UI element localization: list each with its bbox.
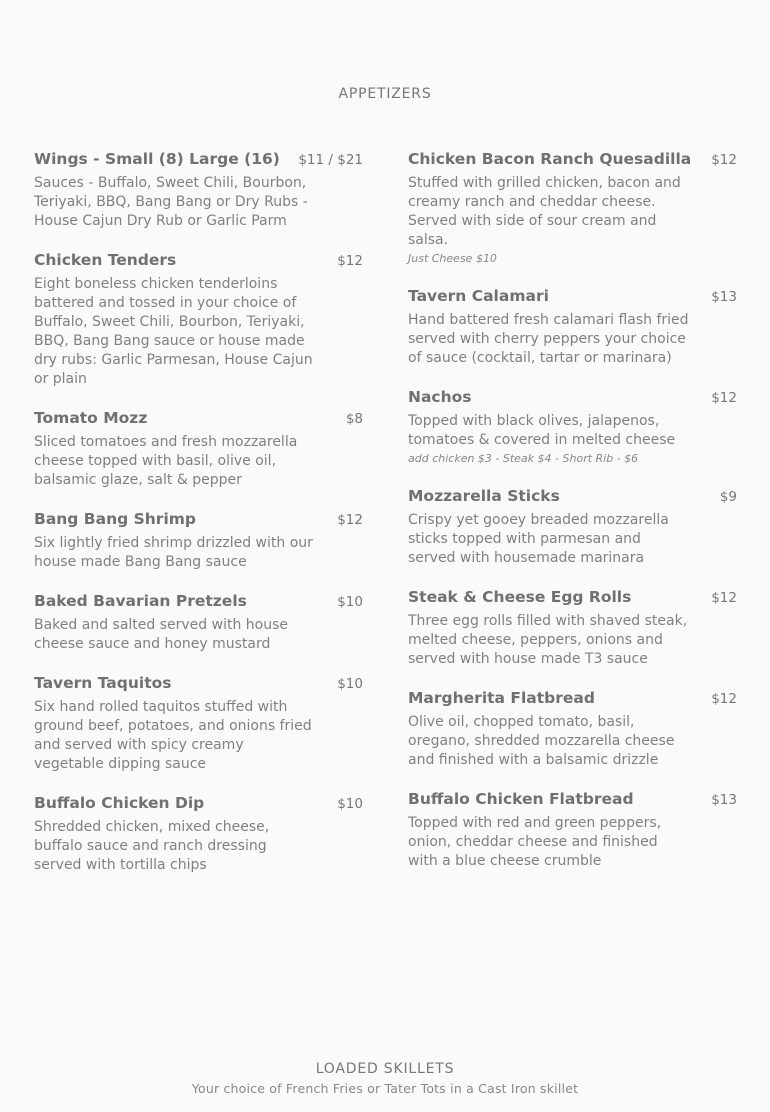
menu-item-price: $13 — [711, 289, 737, 305]
menu-item-name: Tomato Mozz — [34, 409, 148, 427]
loaded-skillets-subtitle: Your choice of French Fries or Tater Tots in a Cast Iron skillet — [191, 1081, 579, 1096]
menu-item — [34, 409, 363, 490]
menu-item — [408, 487, 737, 568]
menu-item — [408, 388, 737, 467]
menu-item-description: Three egg rolls filled with shaved steak, melted cheese, peppers, onions and served with house made T3 sauce — [408, 613, 688, 667]
menu-item-name: Chicken Tenders — [34, 251, 177, 269]
menu-item-note: Just Cheese $10 — [408, 252, 497, 265]
menu-item-name: Steak & Cheese Egg Rolls — [408, 588, 632, 606]
menu-item — [408, 790, 737, 871]
menu-item-description: Shredded chicken, mixed cheese, buffalo sauce and ranch dressing served with tortilla chips — [34, 819, 270, 873]
menu-item-price: $13 — [711, 792, 737, 808]
menu-item-name: Mozzarella Sticks — [408, 487, 560, 505]
menu-item — [34, 794, 363, 875]
menu-item-price: $11 / $21 — [298, 152, 363, 168]
menu-item-name: Nachos — [408, 388, 472, 406]
menu-item-description: Topped with red and green peppers, onion, cheddar cheese and finished with a blue cheese crumble — [408, 815, 662, 869]
menu-item-description: Stuffed with grilled chicken, bacon and creamy ranch and cheddar cheese. Served with side of sour cream and salsa. — [408, 175, 681, 248]
appetizers-heading: APPETIZERS — [338, 86, 432, 102]
menu-item-description: Topped with black olives, jalapenos, tomatoes & covered in melted cheese — [408, 413, 676, 448]
menu-item — [34, 150, 363, 231]
menu-item — [408, 287, 737, 368]
menu-item-name: Wings - Small (8) Large (16) — [34, 150, 280, 168]
menu-item-name: Baked Bavarian Pretzels — [34, 592, 247, 610]
menu-item-price: $12 — [337, 512, 363, 528]
menu-item — [408, 150, 737, 267]
menu-item-description: Six lightly fried shrimp drizzled with our house made Bang Bang sauce — [34, 535, 313, 570]
menu-item-price: $12 — [711, 390, 737, 406]
menu-item-description: Olive oil, chopped tomato, basil, oregano, shredded mozzarella cheese and finished with a balsamic drizzle — [408, 714, 675, 768]
menu-item-price: $12 — [711, 691, 737, 707]
menu-item-price: $10 — [337, 676, 363, 692]
menu-item-price: $8 — [345, 411, 363, 427]
menu-item-description: Six hand rolled taquitos stuffed with ground beef, potatoes, and onions fried and served with spicy creamy vegetable dipping sauce — [34, 699, 312, 772]
menu-item — [408, 588, 737, 669]
menu-item-price: $10 — [337, 594, 363, 610]
menu-item — [34, 674, 363, 774]
menu-item-name: Bang Bang Shrimp — [34, 510, 197, 528]
menu-item-name: Tavern Calamari — [408, 287, 549, 305]
loaded-skillets-heading: LOADED SKILLETS — [315, 1061, 455, 1077]
menu-item-price: $9 — [719, 489, 737, 505]
menu-item-name: Margherita Flatbread — [408, 689, 595, 707]
menu-item — [34, 592, 363, 654]
menu-item-name: Tavern Taquitos — [34, 674, 172, 692]
menu-item-price: $10 — [337, 796, 363, 812]
menu-item-description: Crispy yet gooey breaded mozzarella sticks topped with parmesan and served with housemade marinara — [408, 512, 669, 566]
menu-item-name: Chicken Bacon Ranch Quesadilla — [408, 150, 692, 168]
menu-item-price: $12 — [711, 152, 737, 168]
menu-item-price: $12 — [337, 253, 363, 269]
appetizers-left-column — [34, 150, 363, 895]
menu-item — [408, 689, 737, 770]
menu-item-description: Hand battered fresh calamari flash fried served with cherry peppers your choice of sauce (cocktail, tartar or marinara) — [408, 312, 689, 366]
menu-item — [34, 251, 363, 389]
menu-item-description: Eight boneless chicken tenderloins battered and tossed in your choice of Buffalo, Sweet Chili, Bourbon, Teriyaki, BBQ, Bang Bang sauce or house made dry rubs: Garlic Parmesan, House Cajun or plain — [34, 276, 313, 387]
menu-item-name: Buffalo Chicken Flatbread — [408, 790, 634, 808]
menu-item — [34, 510, 363, 572]
menu-item-price: $12 — [711, 590, 737, 606]
appetizers-right-column — [408, 150, 737, 891]
menu-item-note: add chicken $3 - Steak $4 - Short Rib - $6 — [408, 452, 639, 465]
menu-item-name: Buffalo Chicken Dip — [34, 794, 205, 812]
menu-item-description: Sauces - Buffalo, Sweet Chili, Bourbon, Teriyaki, BBQ, Bang Bang or Dry Rubs - House Cajun Dry Rub or Garlic Parm — [34, 175, 308, 229]
menu-item-description: Baked and salted served with house cheese sauce and honey mustard — [34, 617, 289, 652]
menu-item-description: Sliced tomatoes and fresh mozzarella cheese topped with basil, olive oil, balsamic glaze, salt & pepper — [34, 434, 298, 488]
